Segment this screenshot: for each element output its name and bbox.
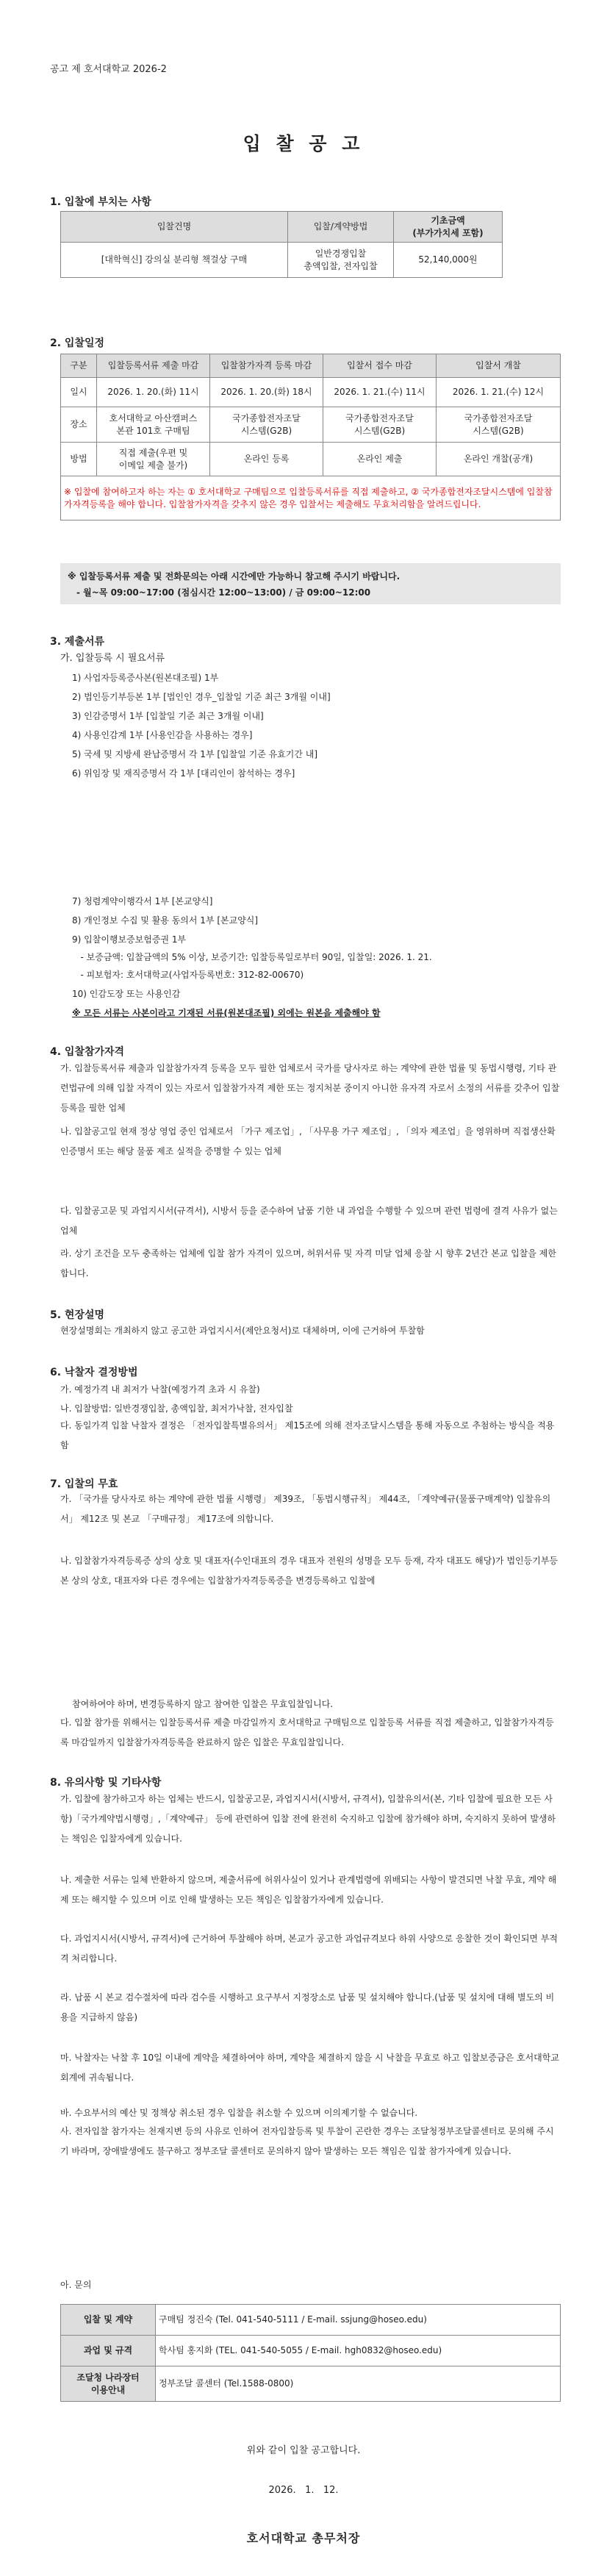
- notice-item: 사. 전자입찰 참가자는 천재지변 등의 사유로 인하여 전자입찰등록 및 투찰이 곤란한 경우는 조달청정부조달콜센터로 문의해 주시기 바라며, 장애발생에도 불구하고 정부조달 콜센터로 문의하지 않아 발생하는 모든 책임은 입찰 참가자에게 있습니다.: [60, 2126, 554, 2156]
- closing-statement: 위와 같이 입찰 공고합니다.: [246, 2445, 361, 2456]
- section-7-heading: 7. 입찰의 무효: [50, 1478, 118, 1490]
- schedule-cell: 직접 제출(우편 및 이메일 제출 불가): [97, 443, 210, 476]
- schedule-cell: 국가종합전자조달 시스템(G2B): [210, 407, 323, 443]
- contact-detail: 정부조달 콜센터 (Tel.1588-0800): [156, 2366, 561, 2402]
- col-header-base-price: 기초금액 (부가가치세 포함): [394, 212, 503, 243]
- col-header-method: 입찰/계약방법: [288, 212, 394, 243]
- doc-item: - 피보험자: 호서대학교(사업자등록번호: 312-82-00670): [72, 970, 304, 980]
- bid-items-table: [60, 211, 503, 278]
- page-title: 입 찰 공 고: [243, 133, 364, 154]
- invalid-bid-item-continued: 참여하여야 하며, 변경등록하지 않고 참여한 입찰은 무효입찰입니다.: [72, 1699, 334, 1709]
- schedule-cell: 온라인 개찰(공개): [437, 443, 561, 476]
- doc-item: 10) 인감도장 또는 사용인감: [72, 989, 181, 999]
- invalid-bid-item: 나. 입찰참가자격등록증 상의 상호 및 대표자(수인대표의 경우 대표자 전원의 성명을 모두 등재, 각자 대표도 해당)가 법인등기부등본 상의 상호, 대표자와 다른 경우에는 입찰참가자격등록증을 변경등록하고 입찰에: [60, 1556, 558, 1586]
- doc-item: 1) 사업자등록증사본(원본대조필) 1부: [72, 673, 219, 683]
- section-3-heading: 3. 제출서류: [50, 636, 105, 648]
- section-4-heading: 4. 입찰참가자격: [50, 1046, 125, 1058]
- schedule-table: [60, 354, 561, 520]
- original-docs-warning: ※ 모든 서류는 사본이라고 기재된 서류(원본대조필) 외에는 원본을 제출해야 함: [72, 1008, 381, 1018]
- schedule-cell: 2026. 1. 20.(화) 11시: [97, 378, 210, 407]
- doc-item: 3) 인감증명서 1부 [입찰일 기준 최근 3개월 이내]: [72, 711, 264, 721]
- doc-item: 5) 국세 및 지방세 완납증명서 각 1부 [입찰일 기준 유효기간 내]: [72, 749, 318, 759]
- schedule-row-label: 장소: [61, 407, 97, 443]
- qualification-item: 라. 상기 조건을 모두 충족하는 업체에 입찰 참가 자격이 있으며, 허위서류 및 자격 미달 업체 응찰 시 향후 2년간 본교 입찰을 제한합니다.: [60, 1248, 556, 1278]
- doc-item: 4) 사용인감계 1부 [사용인감을 사용하는 경우]: [72, 730, 253, 740]
- notice-item: 바. 수요부서의 예산 및 정책상 취소된 경우 입찰을 취소할 수 있으며 이의제기할 수 없습니다.: [60, 2108, 418, 2118]
- contact-role: 과업 및 규격: [61, 2336, 156, 2366]
- doc-item: 6) 위임장 및 재직증명서 각 1부 [대리인이 참석하는 경우]: [72, 768, 295, 779]
- contact-table: [60, 2304, 561, 2402]
- notice-date: 2026. 1. 12.: [268, 2485, 339, 2496]
- award-method-item: 다. 동일가격 입찰 낙찰자 결정은 「전자입찰특별유의서」 제15조에 의해 전자조달시스템을 통해 자동으로 추첨하는 방식을 적용함: [60, 1420, 555, 1450]
- required-docs-subheading: 가. 입찰등록 시 필요서류: [60, 653, 165, 664]
- section-6-heading: 6. 낙찰자 결정방법: [50, 1367, 138, 1378]
- invalid-bid-item: 다. 입찰 참가를 위해서는 입찰등록서류 제출 마감일까지 호서대학교 구매팀으로 입찰등록 서류를 직접 제출하고, 입찰참가자격등록 마감일까지 입찰참가자격등록을 완료하지 않은 입찰은 무효입찰입니다.: [60, 1717, 554, 1747]
- schedule-header: 입찰서 개찰: [437, 354, 561, 378]
- section-8-heading: 8. 유의사항 및 기타사항: [50, 1777, 162, 1789]
- qualification-item: 나. 입찰공고일 현재 정상 영업 중인 업체로서 「가구 제조업」, 「사무용 가구 제조업」, 「의자 제조업」을 영위하며 직접생산확인증명서 또는 해당 물품 제조 실적을 증명할 수 있는 업체: [60, 1126, 556, 1156]
- schedule-row-label: 방법: [61, 443, 97, 476]
- notice-item: 마. 낙찰자는 낙찰 후 10일 이내에 계약을 체결하여야 하며, 계약을 체결하지 않을 시 낙찰을 무효로 하고 입찰보증금은 호서대학교 회계에 귀속됩니다.: [60, 2053, 559, 2083]
- notice-item: 나. 제출한 서류는 일체 반환하지 않으며, 제출서류에 허위사실이 있거나 관계법령에 위배되는 사항이 발견되면 낙찰 무효, 계약 해제 또는 해지할 수 있으며 이로 인해 발생하는 모든 책임은 입찰참가자에게 있습니다.: [60, 1875, 557, 1905]
- schedule-header: 구분: [61, 354, 97, 378]
- schedule-row-label: 일시: [61, 378, 97, 407]
- schedule-cell: 2026. 1. 21.(수) 11시: [323, 378, 437, 407]
- bid-method: 일반경쟁입찰 총액입찰, 전자입찰: [288, 243, 394, 278]
- doc-item: - 보증금액: 입찰금액의 5% 이상, 보증기간: 입찰등록일로부터 90일, 입찰일: 2026. 1. 21.: [72, 952, 432, 962]
- schedule-cell: 2026. 1. 21.(수) 12시: [437, 378, 561, 407]
- section-5-heading: 5. 현장설명: [50, 1309, 105, 1321]
- schedule-cell: 2026. 1. 20.(화) 18시: [210, 378, 323, 407]
- schedule-cell: 호서대학교 아산캠퍼스 본관 101호 구매팀: [97, 407, 210, 443]
- qualification-item: 다. 입찰공고문 및 과업지시서(규격서), 시방서 등을 준수하여 납품 기한 내 과업을 수행할 수 있으며 관련 법령에 결격 사유가 없는 업체: [60, 1206, 558, 1236]
- notice-item: 가. 입찰에 참가하고자 하는 업체는 반드시, 입찰공고문, 과업지시서(시방서, 규격서), 입찰유의서(본, 기타 입찰에 필요한 모든 사항)「국가계약법시행령」,「계약예규」 등에 관련하여 입찰 전에 완전히 숙지하고 입찰에 참가해야 하며, 숙지하지 못하여 발생하는 책임은 입찰자에게 있습니다.: [60, 1794, 556, 1844]
- invalid-bid-item: 가. 「국가를 당사자로 하는 계약에 관한 법률 시행령」 제39조, 「동법시행규칙」 제44조, 「계약예규(물품구매계약) 입찰유의서」 제12조 및 본교 「구매규정」 제17조에 의합니다.: [60, 1494, 551, 1524]
- schedule-cell: 국가종합전자조달 시스템(G2B): [323, 407, 437, 443]
- notice-item: 다. 과업지시서(시방서, 규격서)에 근거하여 투찰해야 하며, 본교가 공고한 과업규격보다 하위 사양으로 응찰한 것이 확인되면 부적격 처리합니다.: [60, 1933, 558, 1964]
- schedule-cell: 온라인 제출: [323, 443, 437, 476]
- schedule-header: 입찰서 접수 마감: [323, 354, 437, 378]
- col-header-item: 입찰건명: [61, 212, 288, 243]
- section-2-heading: 2. 입찰일정: [50, 337, 105, 349]
- contact-hours-note: ※ 입찰등록서류 제출 및 전화문의는 아래 시간에만 가능하니 참고해 주시기 바랍니다.: [68, 571, 401, 582]
- doc-item: 7) 청렴계약이행각서 1부 [본교양식]: [72, 896, 213, 906]
- schedule-note: ※ 입찰에 참여하고자 하는 자는 ① 호서대학교 구매팀으로 입찰등록서류를 직접 제출하고, ② 국가종합전자조달시스템에 입찰참가자격등록을 해야 합니다. 입찰참가자격을 갖추지 않은 경우 입찰서는 제출해도 무효처리함을 알려드립니다.: [61, 476, 561, 520]
- doc-item: 2) 법인등기부등본 1부 [법인인 경우_입찰일 기준 최근 3개월 이내]: [72, 692, 331, 702]
- contact-hours-box: [60, 563, 561, 604]
- site-briefing-text: 현장설명회는 개최하지 않고 공고한 과업지시서(제안요청서)로 대체하며, 이에 근거하여 투찰함: [60, 1325, 425, 1336]
- schedule-header: 입찰참가자격 등록 마감: [210, 354, 323, 378]
- schedule-cell: 온라인 등록: [210, 443, 323, 476]
- bid-item-name: [대학혁신] 강의실 분리형 책걸상 구매: [61, 243, 288, 278]
- inquiry-label: 아. 문의: [60, 2280, 92, 2290]
- section-1-heading: 1. 입찰에 부치는 사항: [50, 196, 151, 208]
- schedule-cell: 국가종합전자조달 시스템(G2B): [437, 407, 561, 443]
- award-method-item: 가. 예정가격 내 최저가 낙찰(예정가격 초과 시 유찰): [60, 1384, 260, 1395]
- contact-role: 조달청 나라장터 이용안내: [61, 2366, 156, 2402]
- notice-number: 공고 제 호서대학교 2026-2: [50, 64, 167, 75]
- notice-item: 라. 납품 시 본교 검수절차에 따라 검수를 시행하고 요구부서 지정장소로 납품 및 설치해야 합니다.(납품 및 설치에 대해 별도의 비용을 지급하지 않음): [60, 1992, 555, 2022]
- contact-hours: - 월~목 09:00~17:00 (점심시간 12:00~13:00) / 금 09:00~12:00: [76, 587, 371, 598]
- qualification-item: 가. 입찰등록서류 제출과 입찰참가자격 등록을 모두 필한 업체로서 국가를 당사자로 하는 계약에 관한 법률 및 동법시행령, 기타 관련법규에 의해 입찰 자격이 있는 자로서 입찰참가자격 제한 또는 정지처분 중이지 아니한 유자격 자로서 소정의 서류를 갖추어 입찰등록을 필한 업체: [60, 1063, 560, 1113]
- contact-detail: 구매팀 정진숙 (Tel. 041-540-5111 / E-mail. ssjung@hoseo.edu): [156, 2305, 561, 2336]
- doc-item: 9) 입찰이행보증보험증권 1부: [72, 934, 187, 945]
- contact-role: 입찰 및 계약: [61, 2305, 156, 2336]
- doc-item: 8) 개인정보 수집 및 활용 동의서 1부 [본교양식]: [72, 915, 259, 926]
- contact-detail: 학사팀 홍지화 (TEL. 041-540-5055 / E-mail. hgh0832@hoseo.edu): [156, 2336, 561, 2366]
- base-price: 52,140,000원: [394, 243, 503, 278]
- schedule-header: 입찰등록서류 제출 마감: [97, 354, 210, 378]
- award-method-item: 나. 입찰방법: 일반경쟁입찰, 총액입찰, 최저가낙찰, 전자입찰: [60, 1403, 293, 1414]
- signature: 호서대학교 총무처장: [246, 2531, 361, 2545]
